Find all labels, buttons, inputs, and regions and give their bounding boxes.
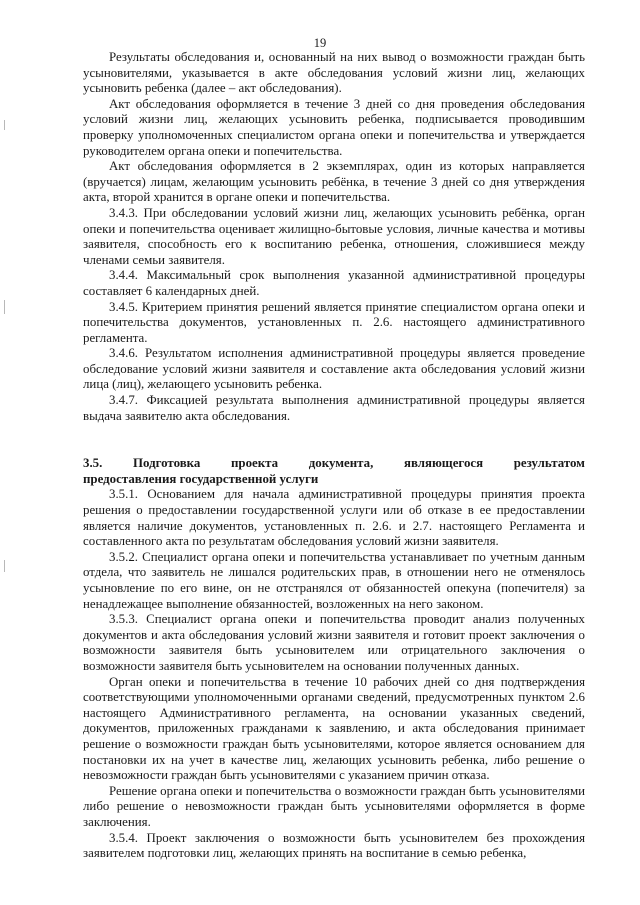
scan-edge-mark [4, 560, 5, 572]
scan-edge-mark [4, 300, 5, 314]
paragraph: 3.5.3. Специалист органа опеки и попечительства проводит анализ полученных документов и акта обследования условий жизни заявителя и готовит проект заключения о возможности заявителя быть усыновителем или отрицательного заключения о возможности заявителя быть усыновителем на основании полученных данных. [83, 612, 585, 673]
section-heading-line [83, 456, 585, 472]
paragraph: 3.4.7. Фиксацией результата выполнения административной процедуры является выдача заявителю акта обследования. [83, 393, 585, 423]
paragraph: Орган опеки и попечительства в течение 10 рабочих дней со дня подтверждения соответствующими уполномоченными органами сведений, предусмотренных пунктом 2.6 настоящего Административного регламента, на основании указанных сведений, документов, приложенных гражданами к заявлению, и акта обследования принимает решение о возможности граждан быть усыновителями, которое является основанием для постановки их на учет в качестве лиц, желающих усыновить ребенка, либо решение о невозможности граждан быть усыновителями с указанием причин отказа. [83, 674, 585, 783]
section-title-word: результатом [513, 456, 585, 471]
paragraph: Акт обследования оформляется в 2 экземплярах, один из которых направляется (вручается) лицам, желающим усыновить ребёнка, в течение 3 дней со дня утверждения акта, второй хранится в органе опеки и попечительства. [83, 159, 585, 205]
section-heading [83, 456, 585, 487]
paragraph: 3.5.1. Основанием для начала административной процедуры принятия проекта решения о предоставлении государственной услуги или об отказе в ее предоставлении является наличие документов, установленных п. 2.6. и 2.7. настоящего Регламента и составленного акта по результатам обследования условий жизни заявителя. [83, 487, 585, 549]
paragraph: 3.4.5. Критерием принятия решений является принятие специалистом органа опеки и попечительства документов, установленных п. 2.6. настоящего административного регламента. [83, 299, 585, 345]
paragraph: 3.5.2. Специалист органа опеки и попечительства устанавливает по учетным данным отдела, что заявитель не лишался родительских прав, в отношении него не отменялось усыновление по его вине, он не отстранялся от обязанностей опекуна (попечителя) за ненадлежащее выполнение обязанностей, возложенных на него законом. [83, 549, 585, 611]
section-number: 3.5. [83, 456, 103, 471]
section-title-word: Подготовка [132, 456, 201, 471]
section-title-word: документа, [308, 456, 374, 471]
scan-edge-mark [4, 120, 5, 130]
section-heading-line: предоставления государственной услуги [83, 471, 319, 486]
section-title-word: являющегося [403, 456, 484, 471]
paragraph: 3.5.4. Проект заключения о возможности быть усыновителем без прохождения заявителем подготовки лиц, желающих принять на воспитание в семью ребенка, [83, 830, 585, 861]
paragraph: 3.4.4. Максимальный срок выполнения указанной административной процедуры составляет 6 календарных дней. [83, 268, 585, 298]
paragraph: Акт обследования оформляется в течение 3 дней со дня проведения обследования условий жизни лиц, желающих усыновить ребенка, подписывается проводившим проверку уполномоченных специалистом органа опеки и попечительства и утверждается руководителем органа опеки и попечительства. [83, 96, 585, 158]
page-number: 19 [313, 36, 327, 50]
paragraph: Результаты обследования и, основанный на них вывод о возможности граждан быть усыновителями, указывается в акте обследования условий жизни лиц, желающих усыновить ребенка (далее – акт обследования). [83, 50, 585, 96]
paragraph: 3.4.6. Результатом исполнения административной процедуры является проведение обследование условий жизни заявителя и составление акта обследования условий жизни лица (лиц), желающего усыновить ребенка. [83, 346, 585, 392]
paragraph: Решение органа опеки и попечительства о возможности граждан быть усыновителями либо решение о невозможности граждан быть усыновителями оформляется в форме заключения. [83, 783, 585, 829]
document-body [83, 50, 585, 862]
section-title-word: проекта [230, 456, 279, 471]
paragraph: 3.4.3. При обследовании условий жизни лиц, желающих усыновить ребёнка, орган опеки и попечительства оценивает жилищно-бытовые условия, личные качества и мотивы заявителя, способность его к воспитанию ребенка, отношения, сложившиеся между членами семьи заявителя. [83, 205, 585, 267]
